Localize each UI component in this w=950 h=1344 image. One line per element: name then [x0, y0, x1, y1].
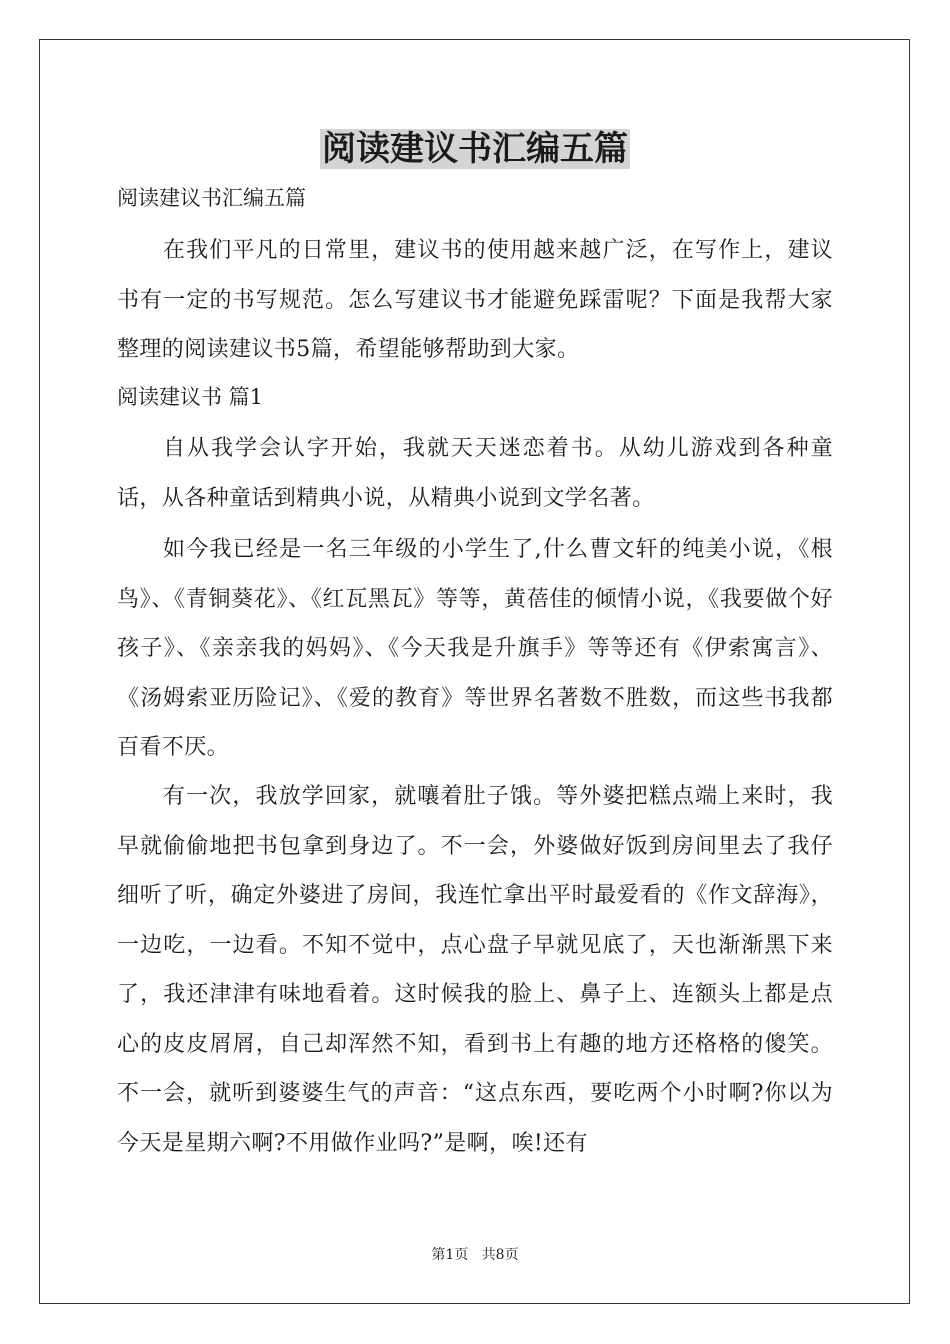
document-title: [0, 124, 950, 174]
document-subtitle: 阅读建议书汇编五篇: [117, 186, 306, 210]
page-footer: 第1页 共8页: [431, 1247, 519, 1263]
body-paragraph-2: 如今我已经是一名三年级的小学生了,什么曹文轩的纯美小说，《根鸟》、《青铜葵花》、《红瓦黑瓦》等等，黄蓓佳的倾情小说，《我要做个好孩子》、《亲亲我的妈妈》、《今天我是升旗手》等等还有《伊索寓言》、《汤姆索亚历险记》、《爱的教育》等世界名著数不胜数，而这些书我都百看不厌。: [117, 537, 833, 760]
body-paragraph-3: 有一次，我放学回家，就嚷着肚子饿。等外婆把糕点端上来时，我早就偷偷地把书包拿到身边了。不一会，外婆做好饭到房间里去了我仔细听了听，确定外婆进了房间，我连忙拿出平时最爱看的《作文辞海》，一边吃，一边看。不知不觉中，点心盘子早就见底了，天也渐渐黑下来了，我还津津有味地看着。这时候我的脸上、鼻子上、连额头上都是点心的皮皮屑屑，自己却浑然不知，看到书上有趣的地方还格格的傻笑。不一会，就听到婆婆生气的声音：“这点东西，要吃两个小时啊?你以为今天是星期六啊?不用做作业吗?”是啊，唉!还有: [117, 784, 833, 1156]
document-title-text: 阅读建议书汇编五篇: [322, 129, 628, 169]
body-paragraph-1: 自从我学会认字开始，我就天天迷恋着书。从幼儿游戏到各种童话，从各种童话到精典小说，从精典小说到文学名著。: [117, 436, 833, 511]
intro-paragraph: 在我们平凡的日常里，建议书的使用越来越广泛，在写作上，建议书有一定的书写规范。怎么写建议书才能避免踩雷呢？下面是我帮大家整理的阅读建议书5篇，希望能够帮助到大家。: [117, 238, 833, 362]
section-heading: 阅读建议书 篇1: [117, 385, 264, 409]
